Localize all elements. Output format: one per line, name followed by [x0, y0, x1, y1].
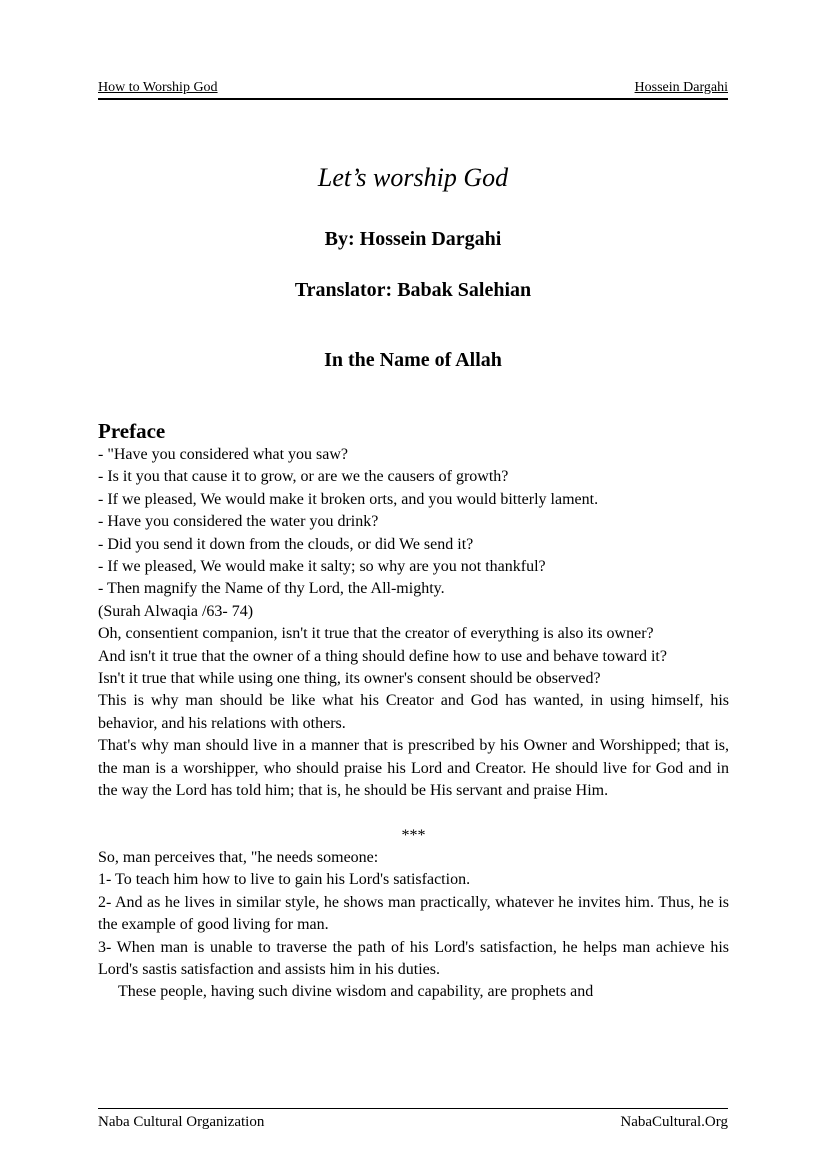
preface-paragraph: And isn't it true that the owner of a thing should define how to use and behave toward it?: [98, 647, 667, 665]
author-line: By: Hossein Dargahi: [324, 228, 502, 250]
section-intro: So, man perceives that, "he needs someone:: [98, 848, 379, 866]
header-author: Hossein Dargahi: [634, 80, 728, 95]
running-header: [98, 80, 728, 100]
preface-paragraph: This is why man should be like what his Creator and God has wanted, in using himself, his behavior, and his relations with others.: [98, 692, 729, 732]
closing-paragraph: These people, having such divine wisdom and capability, are prophets and: [118, 983, 594, 1001]
preface-paragraph: Oh, consentient companion, isn't it true that the creator of everything is also its owner?: [98, 625, 654, 643]
verse-line: - Is it you that cause it to grow, or are we the causers of growth?: [98, 468, 509, 486]
bismillah-heading: In the Name of Allah: [324, 349, 502, 371]
document-title: Let’s worship God: [317, 163, 509, 192]
numbered-point: 2- And as he lives in similar style, he shows man practically, whatever he invites him. Thus, he is the example of good living for man.: [98, 893, 729, 934]
footer-organization: Naba Cultural Organization: [98, 1114, 265, 1130]
verse-line: - Did you send it down from the clouds, or did We send it?: [98, 535, 474, 553]
numbered-point: 3- When man is unable to traverse the path of his Lord's satisfaction, he helps man achieve his Lord's sastis satisfaction and assists him in his duties.: [98, 938, 729, 978]
verse-line: - Then magnify the Name of thy Lord, the All-mighty.: [98, 580, 445, 598]
header-book-title: How to Worship God: [98, 80, 218, 95]
body-text: [98, 418, 729, 1004]
verse-line: - Have you considered the water you drink?: [98, 513, 379, 531]
numbered-point: 1- To teach him how to live to gain his Lord's satisfaction.: [98, 871, 471, 889]
running-footer: [98, 1108, 728, 1131]
preface-paragraph: Isn't it true that while using one thing, its owner's consent should be observed?: [98, 670, 601, 688]
footer-website: NabaCultural.Org: [620, 1114, 728, 1130]
verse-line: - If we pleased, We would make it salty; so why are you not thankful?: [98, 558, 546, 576]
translator-line: Translator: Babak Salehian: [294, 279, 532, 301]
section-separator: ***: [401, 826, 426, 844]
verse-line: - If we pleased, We would make it broken orts, and you would bitterly lament.: [98, 490, 599, 508]
preface-paragraph: That's why man should live in a manner that is prescribed by his Owner and Worshipped; that is, the man is a worshipper, who should praise his Lord and Creator. He should live for God and in the way the Lord has told him; that is, he should be His servant and praise Him.: [98, 737, 729, 800]
surah-citation: (Surah Alwaqia /63- 74): [98, 602, 254, 620]
verse-line: - "Have you considered what you saw?: [98, 446, 349, 463]
preface-heading: Preface: [98, 419, 166, 443]
